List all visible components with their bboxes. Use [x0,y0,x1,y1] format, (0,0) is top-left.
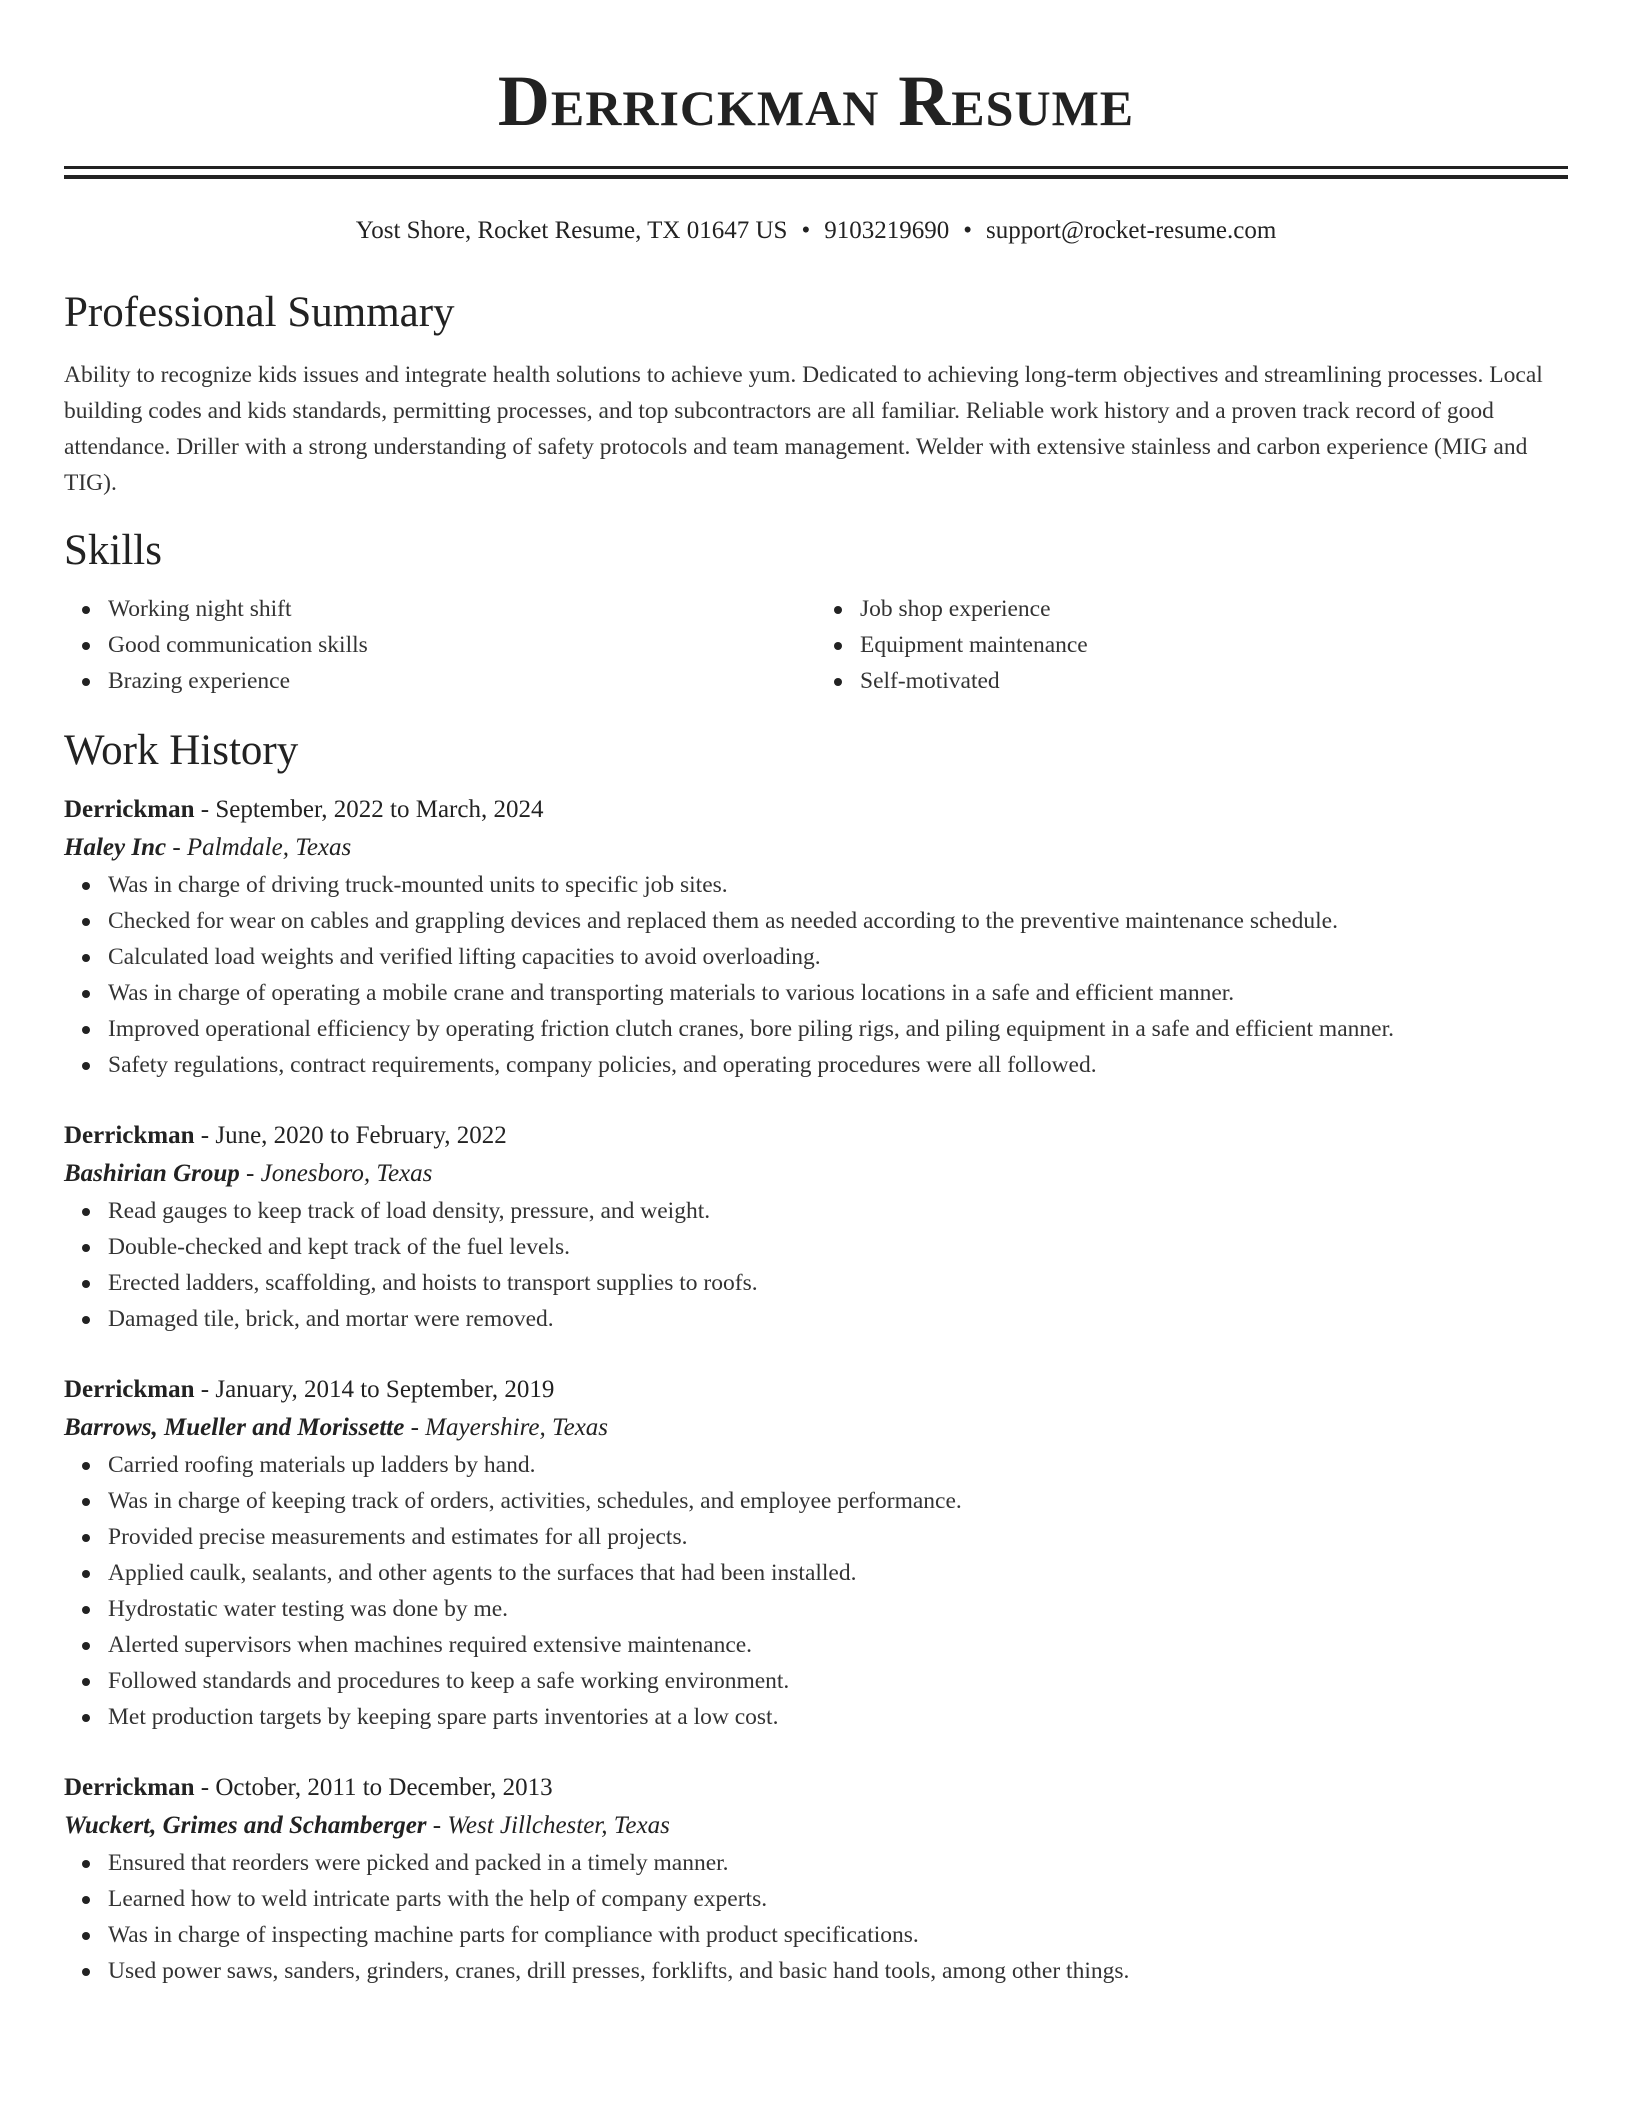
contact-email: support@rocket-resume.com [985,217,1277,244]
job-title-line [64,1769,1568,1807]
contact-phone: 9103219690 [824,217,950,244]
job-location: Mayershire, Texas [425,1414,609,1441]
job-bullet: Alerted supervisors when machines required extensive maintenance. [108,1627,1568,1663]
job-dash: - [426,1812,448,1839]
job-location: Palmdale, Texas [186,834,352,861]
job-bullet: Learned how to weld intricate parts with the help of company experts. [108,1881,1568,1917]
skill-item: Job shop experience [860,591,1568,627]
job-dash: - [194,1774,216,1801]
job-bullet: Hydrostatic water testing was done by me. [108,1591,1568,1627]
skill-item: Self-motivated [860,663,1568,699]
job-title: Derrickman [64,1122,195,1149]
job-company-line [64,1807,1568,1845]
job-bullet: Followed standards and procedures to keep a safe working environment. [108,1663,1568,1699]
contact-line [64,215,1568,247]
job-bullet: Provided precise measurements and estimates for all projects. [108,1519,1568,1555]
job-bullet: Ensured that reorders were picked and packed in a timely manner. [108,1845,1568,1881]
job-title-line [64,1117,1568,1155]
work-history-heading: Work History [64,727,299,774]
job-bullet-list [64,1845,1568,1989]
job-bullet: Carried roofing materials up ladders by hand. [108,1447,1568,1483]
job-dash: - [194,1376,216,1403]
job-dates: October, 2011 to December, 2013 [215,1774,553,1801]
job-company-line [64,1155,1568,1193]
job-dates: September, 2022 to March, 2024 [215,796,544,823]
job-entry [64,1769,1568,1989]
job-bullet: Was in charge of inspecting machine parts for compliance with product specifications. [108,1917,1568,1953]
contact-separator: • [801,217,811,244]
job-title-line [64,791,1568,829]
job-bullet: Read gauges to keep track of load density, pressure, and weight. [108,1193,1568,1229]
job-dash: - [404,1414,426,1441]
job-entry [64,1371,1568,1735]
job-company-line [64,1409,1568,1447]
job-location: West Jillchester, Texas [447,1812,670,1839]
job-dash: - [194,1122,216,1149]
job-dates: June, 2020 to February, 2022 [215,1122,507,1149]
job-title: Derrickman [64,1774,195,1801]
job-title-line [64,1371,1568,1409]
job-company: Bashirian Group [64,1160,240,1187]
job-bullet: Was in charge of keeping track of orders, activities, schedules, and employee performance. [108,1483,1568,1519]
job-entry [64,791,1568,1083]
job-bullet: Erected ladders, scaffolding, and hoists to transport supplies to roofs. [108,1265,1568,1301]
job-dates: January, 2014 to September, 2019 [215,1376,555,1403]
resume-title: Derrickman Resume [497,61,1135,141]
summary-text: Ability to recognize kids issues and integrate health solutions to achieve yum. Dedicated to achieving long-term objectives and streamlining processes. Local building codes and kids standards, permitting processes, and top subcontractors are all familiar. Reliable work history and a proven track record of good attendance. Driller with a strong understanding of safety protocols and team management. Welder with extensive stainless and carbon experience (MIG and TIG). [64,362,1543,496]
title-divider-top [64,166,1568,169]
job-company: Haley Inc [64,834,167,861]
skills-column-left [64,591,816,699]
skill-item: Brazing experience [108,663,816,699]
job-bullet: Was in charge of driving truck-mounted units to specific job sites. [108,867,1568,903]
professional-summary-section [64,287,1568,501]
job-bullet: Checked for wear on cables and grappling devices and replaced them as needed according to the preventive maintenance schedule. [108,903,1568,939]
skills-heading: Skills [64,527,162,574]
work-history-section [64,725,1568,1989]
job-company: Barrows, Mueller and Morissette [64,1414,405,1441]
skill-item: Equipment maintenance [860,627,1568,663]
skill-item: Working night shift [108,591,816,627]
job-bullet: Calculated load weights and verified lifting capacities to avoid overloading. [108,939,1568,975]
job-company: Wuckert, Grimes and Schamberger [64,1812,427,1839]
job-title: Derrickman [64,796,195,823]
skills-grid [64,591,1568,699]
job-bullet: Applied caulk, sealants, and other agents to the surfaces that had been installed. [108,1555,1568,1591]
job-bullet-list [64,1193,1568,1337]
job-location: Jonesboro, Texas [260,1160,433,1187]
job-bullet: Used power saws, sanders, grinders, cranes, drill presses, forklifts, and basic hand tools, among other things. [108,1953,1568,1989]
job-bullet: Damaged tile, brick, and mortar were removed. [108,1301,1568,1337]
skills-section [64,525,1568,699]
skills-column-right [816,591,1568,699]
job-bullet: Safety regulations, contract requirements, company policies, and operating procedures were all followed. [108,1047,1568,1083]
skill-item: Good communication skills [108,627,816,663]
title-divider-bottom [64,175,1568,179]
contact-separator: • [963,217,972,244]
job-bullet: Met production targets by keeping spare parts inventories at a low cost. [108,1699,1568,1735]
job-dash: - [194,796,216,823]
job-bullet: Improved operational efficiency by operating friction clutch cranes, bore piling rigs, and piling equipment in a safe and efficient manner. [108,1011,1568,1047]
job-dash: - [166,834,187,861]
job-title: Derrickman [64,1376,195,1403]
job-dash: - [239,1160,261,1187]
job-bullet: Double-checked and kept track of the fuel levels. [108,1229,1568,1265]
job-entry [64,1117,1568,1337]
job-bullet-list [64,867,1568,1083]
job-company-line [64,829,1568,867]
job-bullet-list [64,1447,1568,1735]
contact-address: Yost Shore, Rocket Resume, TX 01647 US [355,217,788,244]
job-bullet: Was in charge of operating a mobile crane and transporting materials to various locations in a safe and efficient manner. [108,975,1568,1011]
summary-heading: Professional Summary [64,289,455,336]
